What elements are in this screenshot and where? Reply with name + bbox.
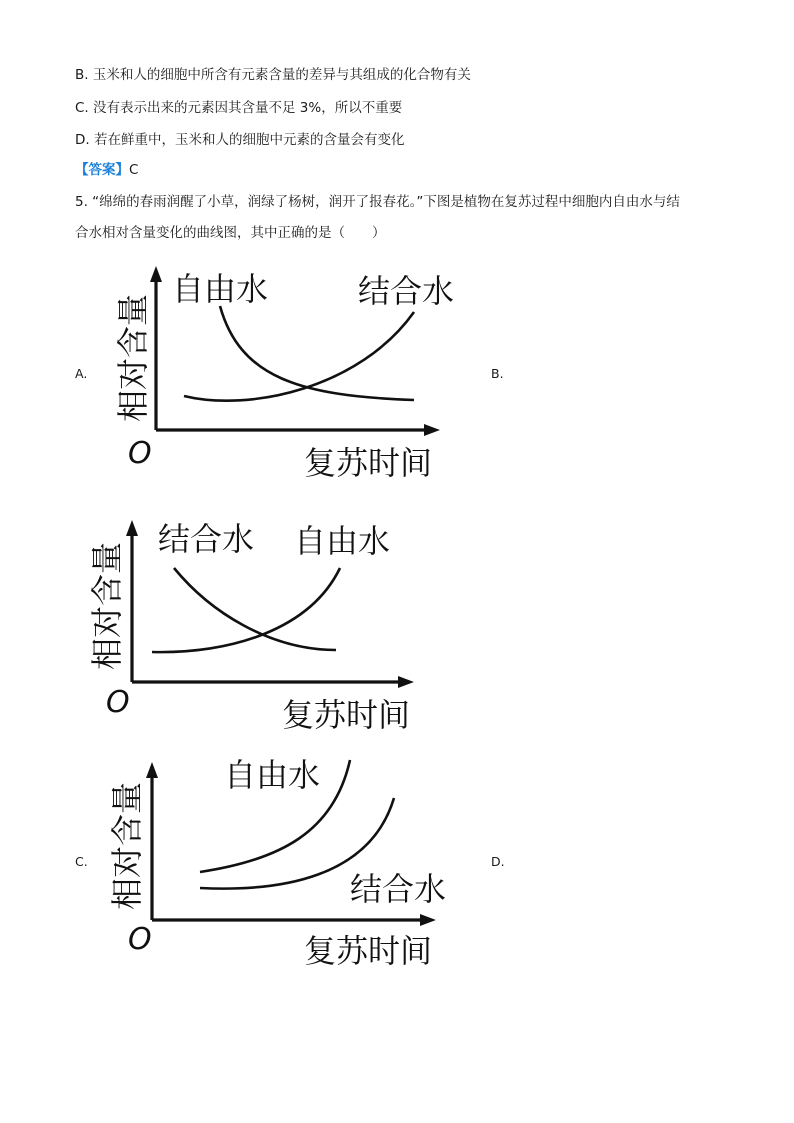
graph-b-label-curve1: 结合水 bbox=[158, 520, 255, 558]
graph-a-x-label: 复苏时间 bbox=[304, 444, 433, 482]
graph-c-x-arrow bbox=[420, 914, 436, 926]
graph-a-label-curve1: 自由水 bbox=[172, 270, 269, 308]
graph-c-y-arrow bbox=[146, 762, 158, 778]
graph-a-curve-free-water bbox=[220, 306, 414, 400]
choice-label-a: A. bbox=[75, 366, 88, 381]
graph-c-x-label: 复苏时间 bbox=[304, 932, 433, 970]
graph-a-label-curve2: 结合水 bbox=[358, 272, 455, 310]
graph-b-label-curve2: 自由水 bbox=[294, 522, 391, 560]
graph-a-y-arrow bbox=[150, 266, 162, 282]
graph-c-y-label: 相对含量 bbox=[108, 781, 146, 911]
graph-b-y-arrow bbox=[126, 520, 138, 536]
question-5-line-1: 5. “绵绵的春雨润醒了小草，润绿了杨树，润开了报春花。”下图是植物在复苏过程中细胞内自由水与结 bbox=[75, 194, 680, 210]
graph-a bbox=[100, 258, 460, 488]
graph-b-x-arrow bbox=[398, 676, 414, 688]
option-b-text: B. 玉米和人的细胞中所含有元素含量的差异与其组成的化合物有关 bbox=[75, 67, 471, 83]
answer-value: C bbox=[129, 162, 139, 178]
graph-b-y-label: 相对含量 bbox=[88, 541, 126, 671]
graph-c bbox=[100, 752, 460, 982]
question-5-line-2: 合水相对含量变化的曲线图，其中正确的是（ ） bbox=[75, 225, 386, 241]
graph-c-label-curve1: 自由水 bbox=[224, 756, 321, 794]
choice-label-d: D. bbox=[491, 854, 505, 869]
choice-label-c: C. bbox=[75, 854, 88, 869]
answer-line bbox=[75, 161, 138, 179]
graph-b-x-label: 复苏时间 bbox=[282, 696, 411, 734]
graph-c-origin: O bbox=[128, 922, 152, 957]
graph-c-label-curve2: 结合水 bbox=[350, 870, 447, 908]
graph-b bbox=[80, 510, 440, 740]
graph-a-x-arrow bbox=[424, 424, 440, 436]
option-c-text: C. 没有表示出来的元素因其含量不足 3%，所以不重要 bbox=[75, 100, 403, 116]
choice-label-b: B. bbox=[491, 366, 504, 381]
option-d-text: D. 若在鲜重中，玉米和人的细胞中元素的含量会有变化 bbox=[75, 132, 405, 148]
answer-bracket: 【答案】 bbox=[75, 162, 129, 178]
graph-a-curve-bound-water bbox=[184, 312, 414, 401]
graph-a-origin: O bbox=[128, 436, 152, 471]
graph-b-origin: O bbox=[106, 685, 130, 720]
graph-b-curve-free-water bbox=[152, 568, 340, 652]
graph-a-y-label: 相对含量 bbox=[114, 293, 152, 423]
